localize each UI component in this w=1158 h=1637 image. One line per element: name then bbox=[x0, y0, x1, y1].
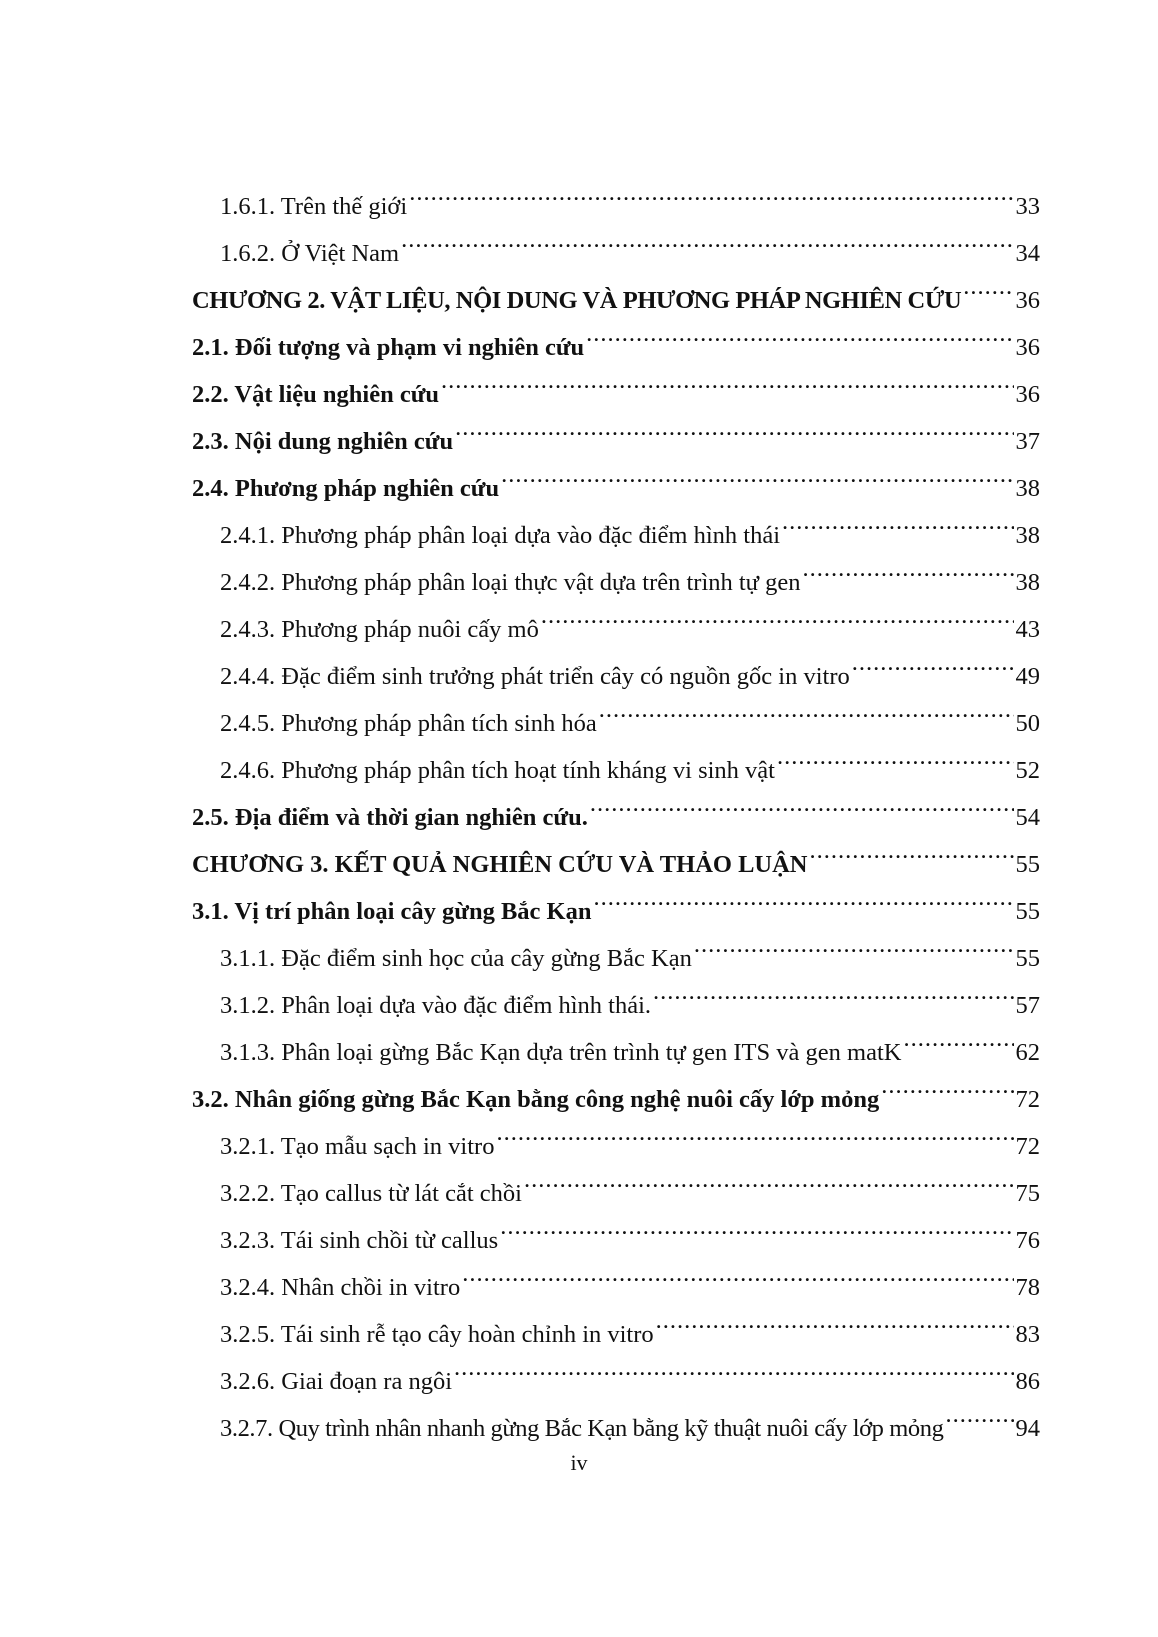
toc-entry-page: 43 bbox=[1015, 616, 1040, 643]
toc-entry-page: 76 bbox=[1015, 1227, 1040, 1254]
toc-dot-leader bbox=[694, 942, 1014, 967]
toc-entry bbox=[192, 230, 1040, 277]
table-of-contents bbox=[192, 183, 1040, 1452]
toc-entry bbox=[192, 559, 1040, 606]
toc-section-entry bbox=[192, 324, 1040, 371]
toc-entry-page: 72 bbox=[1015, 1133, 1040, 1160]
toc-section-entry bbox=[192, 418, 1040, 465]
toc-dot-leader bbox=[501, 472, 1013, 497]
toc-dot-leader bbox=[401, 237, 1013, 262]
toc-dot-leader bbox=[656, 1318, 1014, 1343]
toc-entry bbox=[192, 1358, 1040, 1405]
toc-entry-label: 3.2.4. Nhân chồi in vitro bbox=[220, 1274, 461, 1301]
toc-entry-label: 3.1.3. Phân loại gừng Bắc Kạn dựa trên trình tự gen ITS và gen matK bbox=[220, 1039, 902, 1066]
toc-entry-page: 72 bbox=[1015, 1086, 1040, 1113]
toc-dot-leader bbox=[586, 331, 1013, 356]
toc-entry bbox=[192, 512, 1040, 559]
toc-dot-leader bbox=[462, 1271, 1013, 1296]
toc-entry bbox=[192, 1029, 1040, 1076]
toc-dot-leader bbox=[963, 284, 1013, 309]
toc-entry-label: 2.4.1. Phương pháp phân loại dựa vào đặc điểm hình thái bbox=[220, 522, 781, 549]
toc-entry-label: 2.4.5. Phương pháp phân tích sinh hóa bbox=[220, 710, 597, 737]
toc-chapter-entry bbox=[192, 841, 1040, 888]
toc-entry-page: 36 bbox=[1015, 287, 1040, 314]
toc-entry-label: 3.1. Vị trí phân loại cây gừng Bắc Kạn bbox=[192, 898, 592, 925]
toc-entry-page: 55 bbox=[1015, 898, 1040, 925]
toc-section-entry bbox=[192, 371, 1040, 418]
toc-dot-leader bbox=[945, 1412, 1013, 1437]
toc-entry bbox=[192, 1170, 1040, 1217]
toc-entry-label: 3.2.1. Tạo mẫu sạch in vitro bbox=[220, 1133, 495, 1160]
toc-entry-label: 3.2.2. Tạo callus từ lát cắt chồi bbox=[220, 1180, 522, 1207]
toc-dot-leader bbox=[653, 989, 1013, 1014]
toc-entry-page: 94 bbox=[1015, 1415, 1040, 1442]
toc-entry-page: 50 bbox=[1015, 710, 1040, 737]
toc-entry-label: 2.3. Nội dung nghiên cứu bbox=[192, 428, 454, 455]
toc-entry-label: 1.6.2. Ở Việt Nam bbox=[220, 240, 400, 267]
toc-entry-page: 49 bbox=[1015, 663, 1040, 690]
toc-entry-page: 52 bbox=[1015, 757, 1040, 784]
page-number: iv bbox=[570, 1450, 588, 1475]
toc-entry-page: 83 bbox=[1015, 1321, 1040, 1348]
toc-dot-leader bbox=[802, 566, 1013, 591]
toc-entry-label: 2.5. Địa điểm và thời gian nghiên cứu. bbox=[192, 804, 588, 831]
toc-entry-label: CHƯƠNG 3. KẾT QUẢ NGHIÊN CỨU VÀ THẢO LUẬN bbox=[192, 851, 808, 878]
toc-entry-page: 78 bbox=[1015, 1274, 1040, 1301]
toc-section-entry bbox=[192, 794, 1040, 841]
toc-section-entry bbox=[192, 888, 1040, 935]
toc-dot-leader bbox=[454, 1365, 1013, 1390]
toc-entry-page: 54 bbox=[1015, 804, 1040, 831]
toc-dot-leader bbox=[599, 707, 1014, 732]
toc-entry-page: 36 bbox=[1015, 381, 1040, 408]
toc-entry-label: 3.2.7. Quy trình nhân nhanh gừng Bắc Kạn bằng kỹ thuật nuôi cấy lớp mỏng bbox=[220, 1415, 944, 1442]
toc-entry-label: 3.2.3. Tái sinh chồi từ callus bbox=[220, 1227, 499, 1254]
toc-entry bbox=[192, 935, 1040, 982]
toc-entry-label: 2.4.3. Phương pháp nuôi cấy mô bbox=[220, 616, 539, 643]
toc-dot-leader bbox=[409, 190, 1013, 215]
toc-dot-leader bbox=[881, 1083, 1013, 1108]
toc-dot-leader bbox=[903, 1036, 1013, 1061]
toc-entry-page: 37 bbox=[1015, 428, 1040, 455]
toc-dot-leader bbox=[810, 848, 1014, 873]
toc-entry-page: 38 bbox=[1015, 522, 1040, 549]
toc-entry-page: 86 bbox=[1015, 1368, 1040, 1395]
toc-entry-label: 3.2.5. Tái sinh rễ tạo cây hoàn chỉnh in vitro bbox=[220, 1321, 654, 1348]
toc-dot-leader bbox=[524, 1177, 1014, 1202]
toc-entry-page: 33 bbox=[1015, 193, 1040, 220]
toc-entry-label: 2.4.6. Phương pháp phân tích hoạt tính kháng vi sinh vật bbox=[220, 757, 775, 784]
toc-dot-leader bbox=[500, 1224, 1013, 1249]
toc-entry-label: 2.2. Vật liệu nghiên cứu bbox=[192, 381, 440, 408]
toc-section-entry bbox=[192, 1076, 1040, 1123]
toc-dot-leader bbox=[441, 378, 1013, 403]
toc-entry-label: 3.1.2. Phân loại dựa vào đặc điểm hình thái. bbox=[220, 992, 652, 1019]
toc-entry-label: 1.6.1. Trên thế giới bbox=[220, 193, 408, 220]
toc-entry-label: CHƯƠNG 2. VẬT LIỆU, NỘI DUNG VÀ PHƯƠNG PHÁP NGHIÊN CỨU bbox=[192, 287, 962, 314]
toc-entry bbox=[192, 1123, 1040, 1170]
toc-entry bbox=[192, 183, 1040, 230]
toc-entry bbox=[192, 1264, 1040, 1311]
toc-entry bbox=[192, 606, 1040, 653]
toc-entry-label: 2.4. Phương pháp nghiên cứu bbox=[192, 475, 500, 502]
toc-entry-label: 3.2. Nhân giống gừng Bắc Kạn bằng công nghệ nuôi cấy lớp mỏng bbox=[192, 1086, 880, 1113]
toc-entry-label: 3.1.1. Đặc điểm sinh học của cây gừng Bắc Kạn bbox=[220, 945, 692, 972]
toc-entry-label: 2.4.2. Phương pháp phân loại thực vật dựa trên trình tự gen bbox=[220, 569, 801, 596]
toc-entry bbox=[192, 982, 1040, 1029]
toc-dot-leader bbox=[496, 1130, 1013, 1155]
toc-entry bbox=[192, 1405, 1040, 1452]
toc-entry-page: 34 bbox=[1015, 240, 1040, 267]
toc-entry bbox=[192, 700, 1040, 747]
toc-entry-label: 2.1. Đối tượng và phạm vi nghiên cứu bbox=[192, 334, 585, 361]
toc-entry-page: 55 bbox=[1015, 945, 1040, 972]
toc-dot-leader bbox=[777, 754, 1014, 779]
toc-dot-leader bbox=[594, 895, 1014, 920]
toc-entry-page: 62 bbox=[1015, 1039, 1040, 1066]
toc-entry bbox=[192, 747, 1040, 794]
toc-dot-leader bbox=[590, 801, 1014, 826]
toc-entry-label: 3.2.6. Giai đoạn ra ngôi bbox=[220, 1368, 453, 1395]
toc-dot-leader bbox=[782, 519, 1013, 544]
toc-entry-page: 75 bbox=[1015, 1180, 1040, 1207]
toc-entry-page: 36 bbox=[1015, 334, 1040, 361]
toc-entry-page: 55 bbox=[1015, 851, 1040, 878]
toc-dot-leader bbox=[541, 613, 1014, 638]
toc-entry-page: 38 bbox=[1015, 569, 1040, 596]
toc-chapter-entry bbox=[192, 277, 1040, 324]
toc-entry-page: 38 bbox=[1015, 475, 1040, 502]
toc-entry-label: 2.4.4. Đặc điểm sinh trưởng phát triển cây có nguồn gốc in vitro bbox=[220, 663, 850, 690]
toc-entry bbox=[192, 653, 1040, 700]
toc-entry-page: 57 bbox=[1015, 992, 1040, 1019]
toc-dot-leader bbox=[852, 660, 1014, 685]
toc-entry bbox=[192, 1311, 1040, 1358]
toc-dot-leader bbox=[455, 425, 1013, 450]
toc-section-entry bbox=[192, 465, 1040, 512]
toc-entry bbox=[192, 1217, 1040, 1264]
